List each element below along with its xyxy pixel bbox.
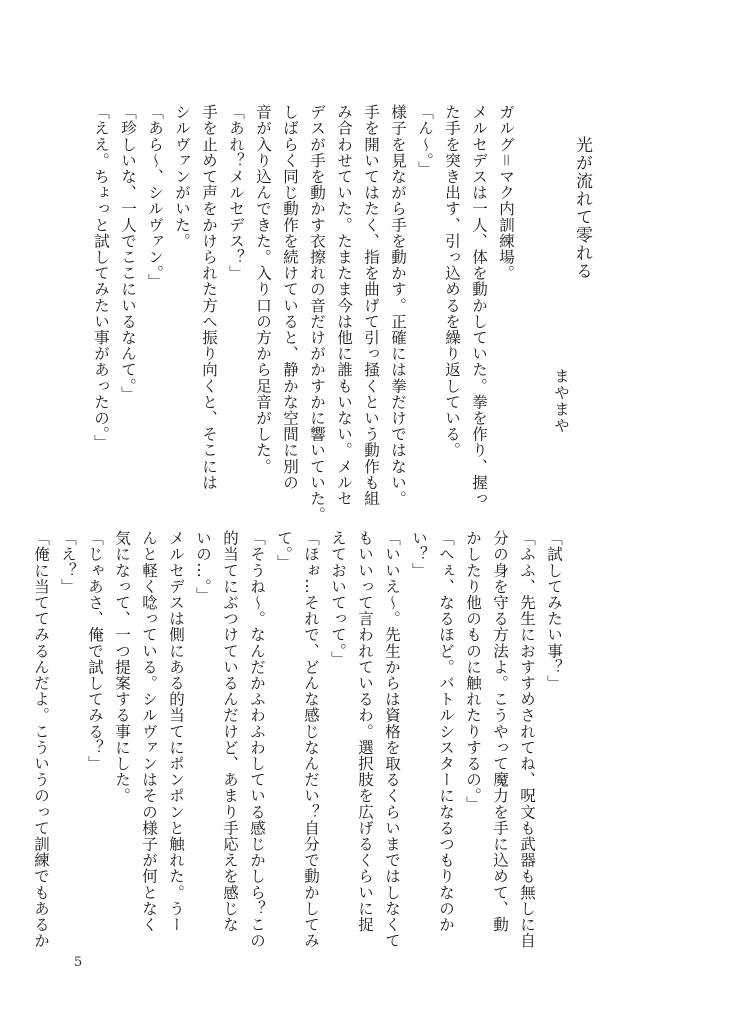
text-line: しばらく同じ動作を続けていると、静かな空間に別の xyxy=(281,104,299,491)
page-number: 5 xyxy=(74,955,83,970)
text-line: 「え？」 xyxy=(59,530,77,595)
text-line: もいいって言われているわ。選択肢を広げるくらいに捉 xyxy=(356,530,374,933)
text-line: 「あら～、シルヴァン。」 xyxy=(146,104,164,290)
text-line: て。」 xyxy=(275,530,293,571)
text-line: 「試してみたい事？」 xyxy=(545,530,563,691)
text-line: 「そうね～。なんだかふわふわしている感じかしら？この xyxy=(248,530,266,949)
text-line: デスが手を動かす衣擦れの音だけがかすかに響いていた。 xyxy=(308,104,326,523)
text-line: シルヴァンがいた。 xyxy=(173,104,191,249)
text-line: メルセデスは側にある的当てにポンポンと触れた。うー xyxy=(167,530,185,933)
text-line: 「俺に当ててみるんだよ。こういうのって訓練でもあるか xyxy=(32,530,50,949)
text-line: 「珍しいな、一人でここにいるなんて。」 xyxy=(119,104,137,403)
text-line: 様子を見ながら手を動かす。正確には拳だけではない。 xyxy=(389,104,407,507)
text-line: いの…。」 xyxy=(194,530,212,603)
text-line: 「あれ？メルセデス？」 xyxy=(227,104,245,282)
text-line: 「ん～。」 xyxy=(416,104,434,177)
text-line: た手を突き出す、引っ込めるを繰り返している。 xyxy=(443,104,461,459)
text-line: 手を開いてはたく、指を曲げて引っ掻くという動作も組 xyxy=(362,104,380,507)
text-line: 手を止めて声をかけられた方へ振り向くと、そこには xyxy=(200,104,218,491)
story-title: 光が流れて零れる xyxy=(572,136,592,280)
text-line: 「じゃあさ、俺で試してみる？」 xyxy=(86,530,104,772)
text-line: ガルグ＝マク内訓練場。 xyxy=(497,104,515,282)
text-line: 的当てにぶつけているんだけど、あまり手応えを感じな xyxy=(221,530,239,933)
text-line: 音が入り込んできた。入り口の方から足音がした。 xyxy=(254,104,272,475)
text-line: 「ふふ、先生におすすめされてね、呪文も武器も無しに自 xyxy=(518,530,536,949)
lower-text-block xyxy=(32,530,567,949)
text-line: み合わせていた。たまたま今は他に誰もいない。メルセ xyxy=(335,104,353,507)
text-line: んと軽く唸っている。シルヴァンはその様子が何となく xyxy=(140,530,158,933)
text-line: い？」 xyxy=(410,530,428,579)
text-line: かしたり他のものに触れたりするの。」 xyxy=(464,530,482,813)
upper-text-block xyxy=(92,104,519,523)
author-name: まやまや xyxy=(552,368,570,434)
text-line: 気になって、一つ提案する事にした。 xyxy=(113,530,131,804)
text-line: えておいてって。」 xyxy=(329,530,347,668)
text-line: 「ほぉ…それで、どんな感じなんだい？自分で動かしてみ xyxy=(302,530,320,949)
text-line: メルセデスは一人、体を動かしていた。拳を作り、握っ xyxy=(470,104,488,507)
text-line: 「いいえ～。先生からは資格を取るくらいまではしなくて xyxy=(383,530,401,949)
text-line: 分の身を守る方法よ。こうやって魔力を手に込めて、動 xyxy=(491,530,509,933)
text-line: 「ええ。ちょっと試してみたい事があったの。」 xyxy=(92,104,110,451)
text-line: 「へぇ、なるほど。バトルシスターになるつもりなのか xyxy=(437,530,455,933)
